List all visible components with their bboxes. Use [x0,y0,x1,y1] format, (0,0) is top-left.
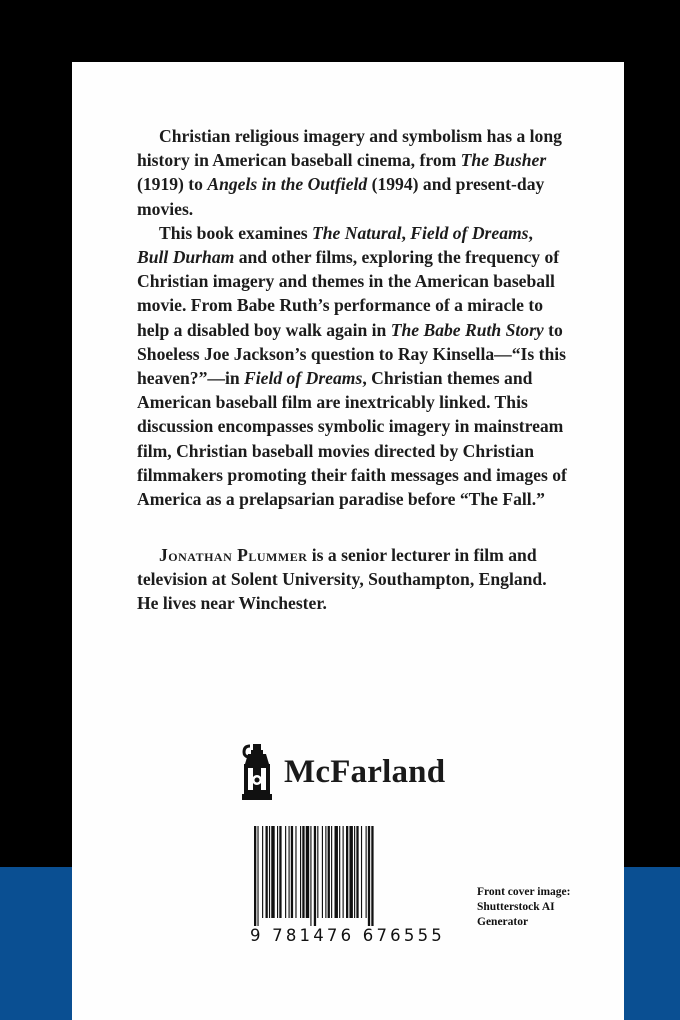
film-title: Angels in the Outfield [207,174,368,195]
text-run: (1994) and present-day movies. [137,174,545,219]
barcode-bar [343,826,344,918]
cover-image-credit [477,885,597,930]
barcode-bar [339,826,340,918]
barcode-bar [266,826,268,918]
barcode-bar [322,826,323,918]
author-name: Jonathan Plummer [159,545,308,565]
author-bio [137,543,567,616]
publisher-logo [240,742,445,802]
text-run: This book examines [159,222,313,243]
text-run: and other films, exploring the frequency of Christian imagery and themes in the American baseball movie. From Babe Ruth’s performance of a miracle to help a disabled boy walk again in [137,247,560,340]
text-run: to Shoeless Joe Jackson’s question to Ray Kinsella—“Is this heaven?”—in [137,319,566,389]
barcode-bar [335,826,338,918]
back-cover-panel [72,62,624,1020]
barcode-bar [361,826,362,918]
lantern-icon [240,742,274,802]
blurb [137,124,567,511]
text-run: Christian religious imagery and symbolism has a long history in American baseball cinema, from [137,126,562,171]
barcode-bar [279,826,281,918]
barcode-bar [291,826,293,918]
isbn-number: 9 781476 676555 [250,926,445,945]
barcode [252,826,444,936]
barcode-bar [277,826,278,918]
barcode-bar [346,826,348,918]
barcode-bar [295,826,296,918]
publisher-name: McFarland [284,753,446,790]
barcode-bar [331,826,332,918]
barcode-bar [306,826,309,918]
barcode-bar [269,826,270,918]
barcode-bar [317,826,318,918]
barcode-bar [349,826,352,918]
barcode-bar [302,826,304,918]
blurb-paragraph-2 [137,221,567,511]
barcode-bar [325,826,326,918]
film-title: Field of Dreams [410,222,529,243]
barcode-bar [257,826,258,926]
barcode-bar [262,826,263,918]
text-run: , Christian themes and American baseball film are inextricably linked. This discussion encompasses symbolic imagery in mainstream film, Christian baseball movies directed by Christian filmmakers promoting their faith messages and images of America as a prelapsarian paradise before “The Fall.” [137,368,567,510]
barcode-bar [356,826,358,918]
text-run: , [528,222,533,243]
film-title: The Busher [460,150,547,171]
film-title: The Babe Ruth Story [390,319,544,340]
credit-line-2: Shutterstock AI [477,901,555,913]
film-title: Bull Durham [137,247,235,268]
film-title: The Natural [312,222,402,243]
barcode-bar [300,826,301,918]
author-bio-text: is a senior lecturer in film and television at Solent University, Southampton, England. He lives near Winchester. [137,545,547,614]
barcode-bar [368,826,370,926]
text-run: (1919) to [137,174,208,195]
credit-line-3: Generator [477,916,529,928]
text-run: , [401,222,411,243]
film-title: Field of Dreams [244,368,363,389]
barcode-bar [314,826,316,926]
barcode-bar [310,826,311,926]
barcode-bar [371,826,373,926]
barcode-bar [366,826,367,918]
barcode-bar [254,826,256,926]
barcode-bar [328,826,330,918]
barcode-bar [271,826,274,918]
credit-line-1: Front cover image: [477,886,571,898]
barcode-bar [289,826,290,918]
barcode-bar [285,826,286,918]
barcode-bar [354,826,355,918]
blurb-paragraph-1 [137,124,567,221]
